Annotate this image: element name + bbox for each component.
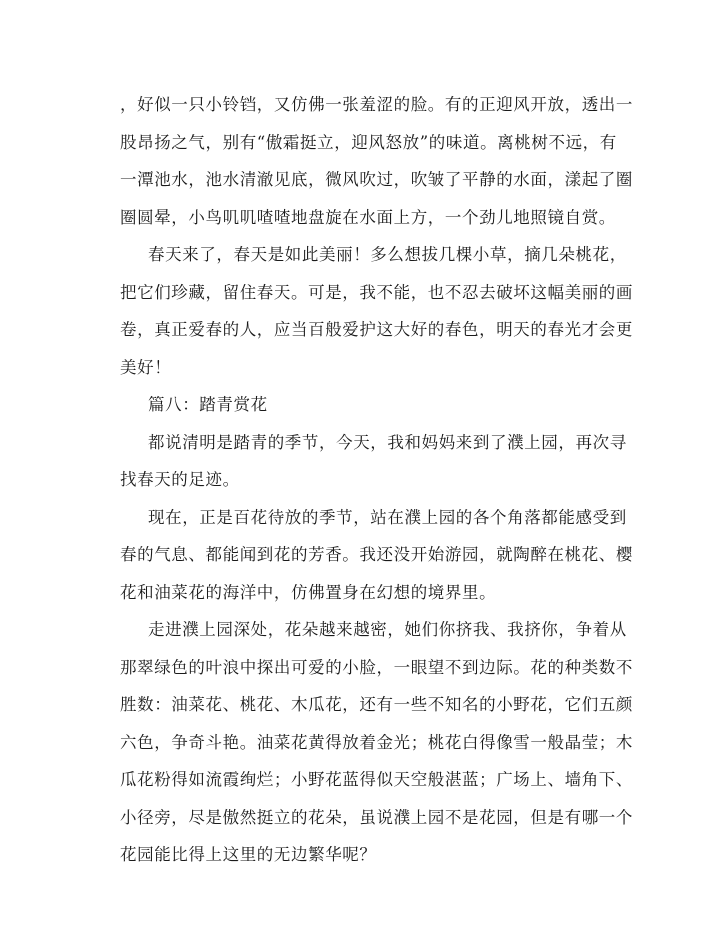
text-line: 卷，真正爱春的人，应当百般爱护这大好的春色，明天的春光才会更 xyxy=(120,320,633,339)
text-line: 瓜花粉得如流霞绚烂；小野花蓝得似天空般湛蓝；广场上、墙角下、 xyxy=(120,770,633,789)
text-line: ，好似一只小铃铛，又仿佛一张羞涩的脸。有的正迎风开放，透出一 xyxy=(120,95,633,114)
text-line: 六色，争奇斗艳。油菜花黄得放着金光；桃花白得像雪一般晶莹；木 xyxy=(120,732,633,752)
text-line: 胜数：油菜花、桃花、木瓜花，还有一些不知名的小野花，它们五颜 xyxy=(120,695,633,714)
paragraph-start-line: 现在，正是百花待放的季节，站在濮上园的各个角落都能感受到 xyxy=(148,507,627,527)
text-line: 花园能比得上这里的无边繁华呢？ xyxy=(120,845,377,864)
text-line: 圈圆晕，小鸟叽叽喳喳地盘旋在水面上方，一个劲儿地照镜自赏。 xyxy=(120,207,616,227)
text-line: 股昂扬之气，别有“傲霜挺立，迎风怒放”的味道。离桃树不远，有 xyxy=(120,132,617,152)
text-line: 一潭池水，池水清澈见底，微风吹过，吹皱了平静的水面，漾起了圈 xyxy=(120,170,633,189)
section-heading: 篇八：踏青赏花 xyxy=(148,395,268,414)
text-line: 美好！ xyxy=(120,357,172,377)
paragraph-start-line: 都说清明是踏青的季节，今天，我和妈妈来到了濮上园，再次寻 xyxy=(148,432,627,452)
text-line: 小径旁，尽是傲然挺立的花朵，虽说濮上园不是花园，但是有哪一个 xyxy=(120,807,633,827)
text-line: 把它们珍藏，留住春天。可是，我不能，也不忍去破坏这幅美丽的画 xyxy=(120,282,633,302)
text-line: 找春天的足迹。 xyxy=(120,470,240,489)
paragraph-start-line: 春天来了，春天是如此美丽！多么想拔几棵小草，摘几朵桃花， xyxy=(148,245,627,264)
paragraph-start-line: 走进濮上园深处，花朵越来越密，她们你挤我、我挤你，争着从 xyxy=(148,620,627,639)
document-body xyxy=(120,86,633,874)
text-line: 花和油菜花的海洋中，仿佛置身在幻想的境界里。 xyxy=(120,582,497,602)
text-line: 春的气息、都能闻到花的芳香。我还没开始游园，就陶醉在桃花、樱 xyxy=(120,545,633,564)
text-line: 那翠绿色的叶浪中探出可爱的小脸，一眼望不到边际。花的种类数不 xyxy=(120,657,633,677)
